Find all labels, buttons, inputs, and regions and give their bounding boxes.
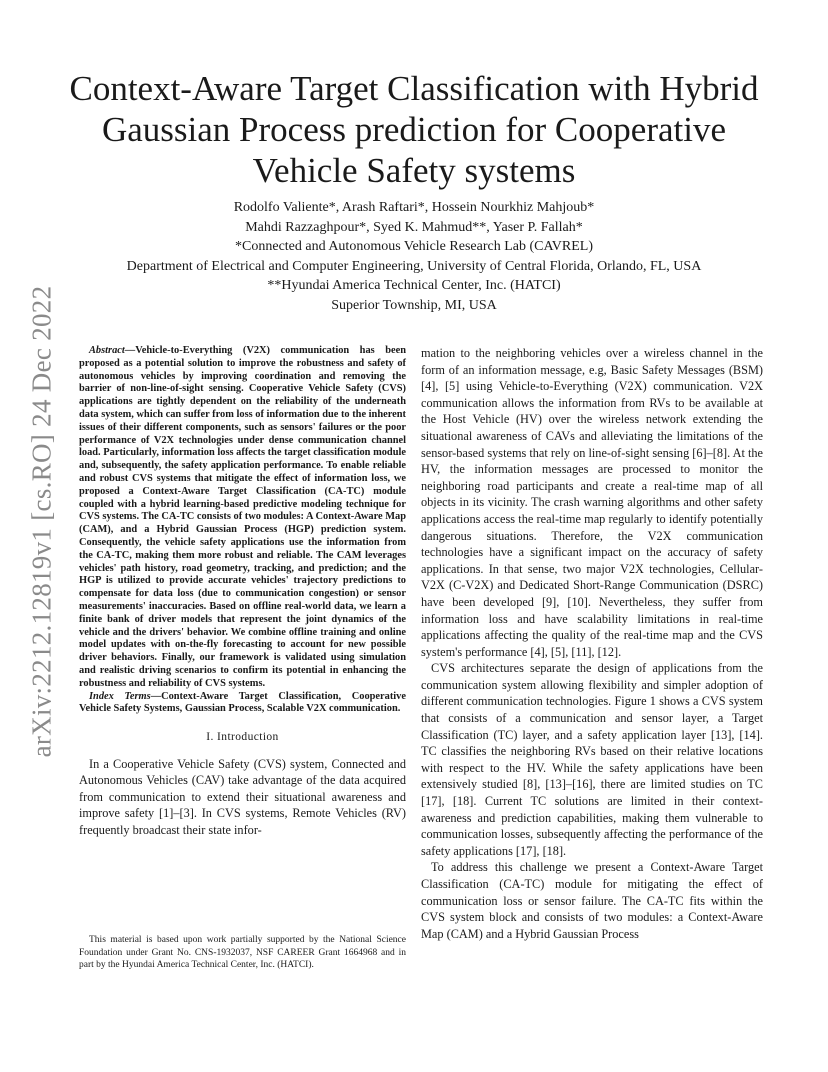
- section-heading-introduction: I. Introduction: [206, 731, 279, 744]
- author-block: [80, 198, 748, 315]
- left-column: [79, 345, 406, 839]
- right-paragraph-1: mation to the neighboring vehicles over a wireless channel in the form of an information message, e.g, Basic Safety Messages (BSM) [4], [5] using Vehicle-to-Everything (V2X) communication. V2X communication allows the information from RVs to be available at the Host Vehicle (HV) over the wireless network extending the situational awareness of CAVs and alleviating the limitations of the sensor-based systems that rely on line-of-sight sensing [6]–[8]. At the HV, the information messages are processed to monitor the neighboring road participants and create a real-time map of all objects in its vicinity. The crash warning algorithms and other safety applications access the real-time map regularly to identify potentially dangerous situations. Therefore, the V2X communication technologies have a significant impact on the accuracy of safety applications. In that sense, two major V2X technologies, Cellular-V2X (C-V2X) and Dedicated Short-Range Communication (DSRC) have been developed [9], [10]. Nevertheless, they suffer from information loss and have scalability limitations in real-time applications affecting the quality of the real-time map and the CVS system's performance [4], [5], [11], [12].: [421, 346, 763, 659]
- intro-paragraph: In a Cooperative Vehicle Safety (CVS) system, Connected and Autonomous Vehicles (CAV) take advantage of the data acquired from communication to extend their situational awareness and improve safety [1]–[3]. In CVS systems, Remote Vehicles (RV) frequently broadcast their state infor-: [79, 756, 406, 837]
- affiliation-line-2: Department of Electrical and Computer Engineering, University of Central Florida, Orlando, FL, USA: [126, 258, 702, 274]
- abstract-label: Abstract: [89, 345, 125, 356]
- affiliation-line-3: **Hyundai America Technical Center, Inc. (HATCI): [267, 278, 561, 293]
- index-terms-label: Index Terms: [89, 690, 151, 702]
- author-line-2: Mahdi Razzaghpour*, Syed K. Mahmud**, Yaser P. Fallah*: [245, 219, 583, 235]
- abstract: [79, 345, 406, 691]
- arxiv-identifier-stamp: [22, 284, 62, 758]
- index-terms-text: —Context-Aware Target Classification, Cooperative Vehicle Safety Systems, Gaussian Process, Scalable V2X communication.: [79, 690, 406, 715]
- paper-title: Context-Aware Target Classification with Hybrid Gaussian Process prediction for Cooperative Vehicle Safety systems: [69, 69, 759, 190]
- index-terms: [79, 691, 406, 717]
- funding-footnote: This material is based upon work partially supported by the National Science Foundation under Grant No. CNS-1932037, NSF CAREER Grant 1664968 and in part by the Hyundai America Technical Center, Inc. (HATCI).: [79, 935, 406, 970]
- right-paragraph-3: To address this challenge we present a Context-Aware Target Classification (CA-TC) module for mitigating the effect of communication loss or sensor failure. The CA-TC fits within the CVS system block and consists of two modules: a Context-Aware Map (CAM) and a Hybrid Gaussian Process: [421, 860, 763, 941]
- arxiv-identifier-text: arXiv:2212.12819v1 [cs.RO] 24 Dec 2022: [26, 285, 57, 757]
- affiliation-line-4: Superior Township, MI, USA: [331, 297, 497, 313]
- right-paragraph-2: CVS architectures separate the design of applications from the communication system allowing flexibility and simpler adoption of different communication technologies. Figure 1 shows a CVS system that consists of a communication and sensor layer, a Target Classification (TC) layer, and a safety application layer [13], [14]. TC classifies the neighboring RVs based on their relative locations with respect to the HV. While the safety applications have been extensively studied [8], [13]–[16], there are limited studies on TC [17], [18]. Current TC solutions are limited in their context-awareness and prediction capabilities, making them vulnerable to communication losses, subsequently affecting the performance of the safety applications [17], [18].: [421, 661, 763, 858]
- author-line-1: Rodolfo Valiente*, Arash Raftari*, Hossein Nourkhiz Mahjoub*: [233, 200, 595, 215]
- right-column: [421, 345, 763, 942]
- affiliation-line-1: *Connected and Autonomous Vehicle Research Lab (CAVREL): [235, 239, 593, 254]
- abstract-text: —Vehicle-to-Everything (V2X) communication has been proposed as a potential solution to improve the robustness and safety of autonomous vehicles by improving coordination and removing the barrier of non-line-of-sight sensing. Cooperative Vehicle Safety (CVS) applications are tightly dependent on the reliability of the underneath data system, which can suffer from loss of information due to the inherent issues of their different components, such as sensors' failures or the poor performance of V2X technologies under dense communication channel load. Particularly, information loss affects the target classification module and, subsequently, the safety application performance. To enable reliable and robust CVS systems that mitigate the effect of information loss, we proposed a Context-Aware Target Classification (CA-TC) module coupled with a hybrid learning-based predictive modeling technique for CVS systems. The CA-TC consists of two modules: A Context-Aware Map (CAM), and a Hybrid Gaussian Process (HGP) prediction system. Consequently, the vehicle safety applications use the information from the CA-TC, making them more robust and reliable. The CAM leverages vehicles' path history, road geometry, tracking, and prediction; and the HGP is utilized to provide accurate vehicles' trajectory predictions to compensate for data loss (due to communication congestion) or sensor measurements' inaccuracies. Based on offline real-world data, we learn a finite bank of driver models that represent the joint dynamics of the vehicle and the drivers' behavior. We combine offline training and online model updates with on-the-fly forecasting to account for new possible driver behaviors. Finally, our framework is validated using simulation and realistic driving scenarios to confirm its potential in enhancing the robustness and reliability of CVS systems.: [79, 345, 407, 689]
